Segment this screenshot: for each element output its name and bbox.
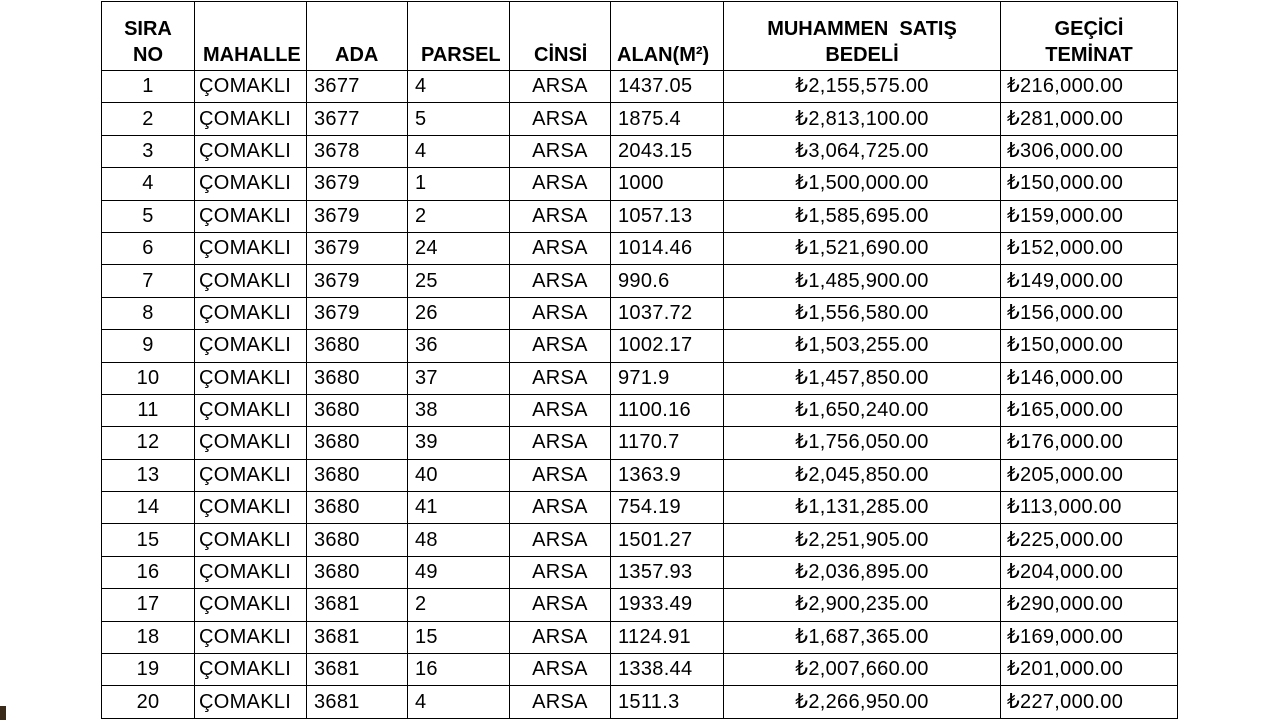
cell-ada: 3677 xyxy=(307,71,408,103)
cell-alan: 1170.7 xyxy=(611,427,724,459)
cell-alan: 1002.17 xyxy=(611,330,724,362)
header-sira-line1: SIRA xyxy=(124,18,172,40)
table-body xyxy=(102,71,1178,719)
cell-mahalle: ÇOMAKLI xyxy=(195,103,307,135)
cell-mahalle: ÇOMAKLI xyxy=(195,265,307,297)
cell-muhammen-bedel: ₺1,131,285.00 xyxy=(724,492,1001,524)
cell-gecici-teminat: ₺204,000.00 xyxy=(1001,556,1178,588)
header-bedel-line2: BEDELİ xyxy=(825,44,899,66)
header-gecici-teminat xyxy=(1001,2,1178,71)
cell-parsel: 5 xyxy=(408,103,510,135)
cell-muhammen-bedel: ₺2,007,660.00 xyxy=(724,654,1001,686)
cell-gecici-teminat: ₺205,000.00 xyxy=(1001,459,1178,491)
cell-parsel: 26 xyxy=(408,297,510,329)
cell-alan: 1124.91 xyxy=(611,621,724,653)
table-header xyxy=(102,2,1178,71)
cell-mahalle: ÇOMAKLI xyxy=(195,71,307,103)
cell-gecici-teminat: ₺165,000.00 xyxy=(1001,394,1178,426)
table-row xyxy=(102,427,1178,459)
cell-muhammen-bedel: ₺1,485,900.00 xyxy=(724,265,1001,297)
cell-mahalle: ÇOMAKLI xyxy=(195,492,307,524)
cell-ada: 3679 xyxy=(307,200,408,232)
table-row xyxy=(102,621,1178,653)
cell-sira-no: 9 xyxy=(102,330,195,362)
cell-ada: 3680 xyxy=(307,492,408,524)
header-parsel: PARSEL xyxy=(408,2,510,71)
cell-parsel: 1 xyxy=(408,168,510,200)
cell-gecici-teminat: ₺146,000.00 xyxy=(1001,362,1178,394)
cell-sira-no: 18 xyxy=(102,621,195,653)
cell-gecici-teminat: ₺216,000.00 xyxy=(1001,71,1178,103)
header-bedel-line1: MUHAMMEN SATIŞ xyxy=(767,18,957,40)
header-ada: ADA xyxy=(307,2,408,71)
cell-ada: 3679 xyxy=(307,297,408,329)
cell-cinsi: ARSA xyxy=(510,168,611,200)
table-row xyxy=(102,71,1178,103)
cell-muhammen-bedel: ₺1,457,850.00 xyxy=(724,362,1001,394)
cell-cinsi: ARSA xyxy=(510,589,611,621)
cell-muhammen-bedel: ₺1,756,050.00 xyxy=(724,427,1001,459)
cell-parsel: 49 xyxy=(408,556,510,588)
cell-ada: 3678 xyxy=(307,135,408,167)
cell-mahalle: ÇOMAKLI xyxy=(195,654,307,686)
cell-cinsi: ARSA xyxy=(510,394,611,426)
cell-sira-no: 11 xyxy=(102,394,195,426)
cell-muhammen-bedel: ₺1,556,580.00 xyxy=(724,297,1001,329)
cell-sira-no: 20 xyxy=(102,686,195,718)
cell-parsel: 38 xyxy=(408,394,510,426)
cell-cinsi: ARSA xyxy=(510,459,611,491)
table-row xyxy=(102,556,1178,588)
cell-alan: 1000 xyxy=(611,168,724,200)
cell-sira-no: 15 xyxy=(102,524,195,556)
cell-sira-no: 4 xyxy=(102,168,195,200)
cell-cinsi: ARSA xyxy=(510,686,611,718)
edge-marker xyxy=(0,706,6,720)
cell-alan: 990.6 xyxy=(611,265,724,297)
cell-ada: 3681 xyxy=(307,589,408,621)
cell-parsel: 4 xyxy=(408,135,510,167)
cell-cinsi: ARSA xyxy=(510,330,611,362)
cell-gecici-teminat: ₺227,000.00 xyxy=(1001,686,1178,718)
cell-ada: 3679 xyxy=(307,168,408,200)
cell-ada: 3680 xyxy=(307,330,408,362)
cell-cinsi: ARSA xyxy=(510,297,611,329)
cell-muhammen-bedel: ₺2,251,905.00 xyxy=(724,524,1001,556)
cell-cinsi: ARSA xyxy=(510,654,611,686)
cell-parsel: 36 xyxy=(408,330,510,362)
cell-muhammen-bedel: ₺1,500,000.00 xyxy=(724,168,1001,200)
cell-gecici-teminat: ₺169,000.00 xyxy=(1001,621,1178,653)
cell-muhammen-bedel: ₺2,266,950.00 xyxy=(724,686,1001,718)
header-teminat-line2: TEMİNAT xyxy=(1045,44,1133,66)
cell-alan: 1357.93 xyxy=(611,556,724,588)
table-row xyxy=(102,589,1178,621)
cell-alan: 1437.05 xyxy=(611,71,724,103)
cell-parsel: 25 xyxy=(408,265,510,297)
cell-muhammen-bedel: ₺2,813,100.00 xyxy=(724,103,1001,135)
cell-alan: 1014.46 xyxy=(611,232,724,264)
cell-alan: 1363.9 xyxy=(611,459,724,491)
cell-sira-no: 3 xyxy=(102,135,195,167)
table-row xyxy=(102,297,1178,329)
cell-mahalle: ÇOMAKLI xyxy=(195,621,307,653)
cell-gecici-teminat: ₺176,000.00 xyxy=(1001,427,1178,459)
cell-cinsi: ARSA xyxy=(510,621,611,653)
table-row xyxy=(102,330,1178,362)
cell-sira-no: 17 xyxy=(102,589,195,621)
header-cinsi: CİNSİ xyxy=(510,2,611,71)
cell-mahalle: ÇOMAKLI xyxy=(195,589,307,621)
cell-ada: 3680 xyxy=(307,556,408,588)
cell-alan: 971.9 xyxy=(611,362,724,394)
cell-muhammen-bedel: ₺1,503,255.00 xyxy=(724,330,1001,362)
header-teminat-line1: GEÇİCİ xyxy=(1054,18,1124,40)
cell-muhammen-bedel: ₺1,585,695.00 xyxy=(724,200,1001,232)
cell-ada: 3680 xyxy=(307,524,408,556)
header-row xyxy=(102,2,1178,71)
cell-alan: 1338.44 xyxy=(611,654,724,686)
cell-cinsi: ARSA xyxy=(510,265,611,297)
cell-cinsi: ARSA xyxy=(510,200,611,232)
cell-ada: 3680 xyxy=(307,459,408,491)
cell-alan: 1057.13 xyxy=(611,200,724,232)
cell-ada: 3677 xyxy=(307,103,408,135)
cell-muhammen-bedel: ₺2,900,235.00 xyxy=(724,589,1001,621)
cell-parsel: 4 xyxy=(408,71,510,103)
cell-mahalle: ÇOMAKLI xyxy=(195,362,307,394)
cell-cinsi: ARSA xyxy=(510,556,611,588)
cell-mahalle: ÇOMAKLI xyxy=(195,394,307,426)
header-mahalle: MAHALLE xyxy=(195,2,307,71)
cell-muhammen-bedel: ₺2,155,575.00 xyxy=(724,71,1001,103)
table-row xyxy=(102,394,1178,426)
cell-cinsi: ARSA xyxy=(510,103,611,135)
cell-gecici-teminat: ₺149,000.00 xyxy=(1001,265,1178,297)
cell-sira-no: 5 xyxy=(102,200,195,232)
cell-mahalle: ÇOMAKLI xyxy=(195,686,307,718)
cell-parsel: 40 xyxy=(408,459,510,491)
cell-mahalle: ÇOMAKLI xyxy=(195,427,307,459)
table-row xyxy=(102,265,1178,297)
table-row xyxy=(102,135,1178,167)
table-row xyxy=(102,232,1178,264)
cell-muhammen-bedel: ₺2,045,850.00 xyxy=(724,459,1001,491)
table-row xyxy=(102,103,1178,135)
table-row xyxy=(102,524,1178,556)
cell-parsel: 37 xyxy=(408,362,510,394)
cell-mahalle: ÇOMAKLI xyxy=(195,168,307,200)
cell-mahalle: ÇOMAKLI xyxy=(195,297,307,329)
cell-mahalle: ÇOMAKLI xyxy=(195,524,307,556)
cell-ada: 3679 xyxy=(307,265,408,297)
cell-mahalle: ÇOMAKLI xyxy=(195,232,307,264)
header-alan: ALAN(M²) xyxy=(611,2,724,71)
cell-ada: 3679 xyxy=(307,232,408,264)
cell-alan: 2043.15 xyxy=(611,135,724,167)
cell-alan: 1933.49 xyxy=(611,589,724,621)
cell-parsel: 2 xyxy=(408,200,510,232)
cell-sira-no: 7 xyxy=(102,265,195,297)
cell-gecici-teminat: ₺290,000.00 xyxy=(1001,589,1178,621)
parcel-sale-table-sheet xyxy=(101,1,1177,719)
table-row xyxy=(102,459,1178,491)
cell-mahalle: ÇOMAKLI xyxy=(195,459,307,491)
cell-sira-no: 10 xyxy=(102,362,195,394)
table-row xyxy=(102,492,1178,524)
cell-parsel: 41 xyxy=(408,492,510,524)
cell-cinsi: ARSA xyxy=(510,524,611,556)
cell-cinsi: ARSA xyxy=(510,362,611,394)
cell-sira-no: 2 xyxy=(102,103,195,135)
cell-alan: 1037.72 xyxy=(611,297,724,329)
cell-muhammen-bedel: ₺2,036,895.00 xyxy=(724,556,1001,588)
cell-gecici-teminat: ₺156,000.00 xyxy=(1001,297,1178,329)
cell-cinsi: ARSA xyxy=(510,492,611,524)
header-sira-no xyxy=(102,2,195,71)
cell-ada: 3681 xyxy=(307,686,408,718)
cell-parsel: 24 xyxy=(408,232,510,264)
cell-muhammen-bedel: ₺1,521,690.00 xyxy=(724,232,1001,264)
table-row xyxy=(102,200,1178,232)
table-row xyxy=(102,362,1178,394)
cell-alan: 1511.3 xyxy=(611,686,724,718)
cell-ada: 3680 xyxy=(307,362,408,394)
cell-alan: 1100.16 xyxy=(611,394,724,426)
cell-mahalle: ÇOMAKLI xyxy=(195,556,307,588)
cell-cinsi: ARSA xyxy=(510,232,611,264)
table-row xyxy=(102,686,1178,718)
cell-mahalle: ÇOMAKLI xyxy=(195,200,307,232)
cell-cinsi: ARSA xyxy=(510,135,611,167)
cell-sira-no: 12 xyxy=(102,427,195,459)
cell-cinsi: ARSA xyxy=(510,427,611,459)
cell-ada: 3681 xyxy=(307,654,408,686)
cell-ada: 3680 xyxy=(307,394,408,426)
cell-gecici-teminat: ₺150,000.00 xyxy=(1001,168,1178,200)
cell-gecici-teminat: ₺306,000.00 xyxy=(1001,135,1178,167)
cell-sira-no: 16 xyxy=(102,556,195,588)
cell-muhammen-bedel: ₺1,650,240.00 xyxy=(724,394,1001,426)
cell-parsel: 16 xyxy=(408,654,510,686)
header-sira-line2: NO xyxy=(133,44,163,66)
cell-alan: 1501.27 xyxy=(611,524,724,556)
table-row xyxy=(102,654,1178,686)
cell-alan: 1875.4 xyxy=(611,103,724,135)
cell-parsel: 2 xyxy=(408,589,510,621)
cell-ada: 3681 xyxy=(307,621,408,653)
header-muhammen-bedel xyxy=(724,2,1001,71)
cell-sira-no: 6 xyxy=(102,232,195,264)
cell-parsel: 48 xyxy=(408,524,510,556)
cell-sira-no: 13 xyxy=(102,459,195,491)
cell-gecici-teminat: ₺152,000.00 xyxy=(1001,232,1178,264)
cell-gecici-teminat: ₺201,000.00 xyxy=(1001,654,1178,686)
cell-gecici-teminat: ₺150,000.00 xyxy=(1001,330,1178,362)
cell-gecici-teminat: ₺113,000.00 xyxy=(1001,492,1178,524)
cell-gecici-teminat: ₺225,000.00 xyxy=(1001,524,1178,556)
cell-sira-no: 14 xyxy=(102,492,195,524)
cell-ada: 3680 xyxy=(307,427,408,459)
cell-alan: 754.19 xyxy=(611,492,724,524)
cell-parsel: 39 xyxy=(408,427,510,459)
cell-parsel: 15 xyxy=(408,621,510,653)
cell-mahalle: ÇOMAKLI xyxy=(195,330,307,362)
parcel-sale-table xyxy=(101,1,1178,719)
cell-sira-no: 19 xyxy=(102,654,195,686)
cell-muhammen-bedel: ₺3,064,725.00 xyxy=(724,135,1001,167)
cell-mahalle: ÇOMAKLI xyxy=(195,135,307,167)
cell-parsel: 4 xyxy=(408,686,510,718)
cell-sira-no: 1 xyxy=(102,71,195,103)
cell-sira-no: 8 xyxy=(102,297,195,329)
cell-muhammen-bedel: ₺1,687,365.00 xyxy=(724,621,1001,653)
cell-gecici-teminat: ₺281,000.00 xyxy=(1001,103,1178,135)
cell-gecici-teminat: ₺159,000.00 xyxy=(1001,200,1178,232)
cell-cinsi: ARSA xyxy=(510,71,611,103)
table-row xyxy=(102,168,1178,200)
